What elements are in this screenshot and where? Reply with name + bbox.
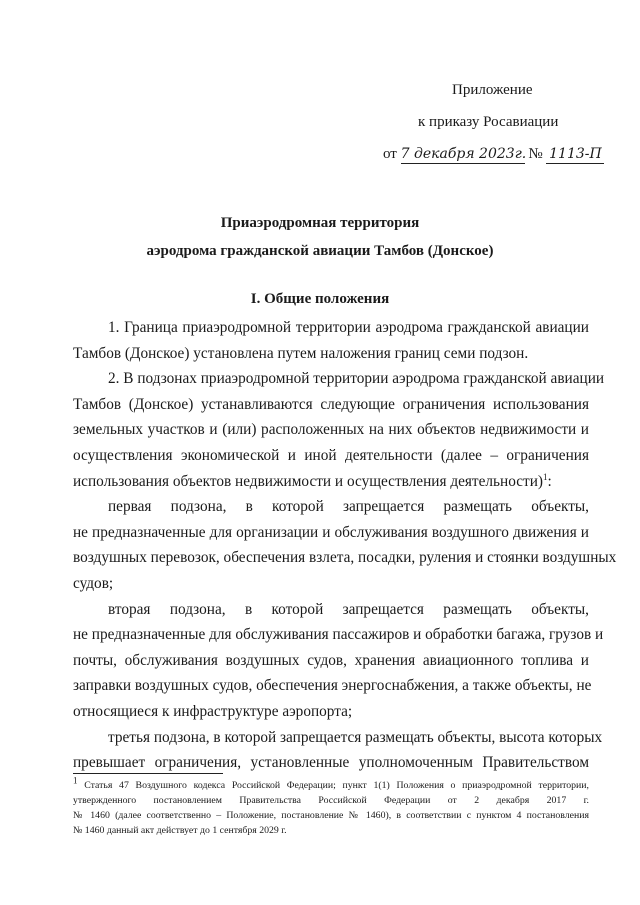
appendix-order-ref: к приказу Росавиации [418,114,559,130]
document-title-line2: аэродрома гражданской авиации Тамбов (Донское) [146,243,494,259]
footnote-ref: 1 [542,471,548,482]
footnote-line [73,775,589,793]
appendix-date-number [380,138,610,170]
footnote-mark: 1 [73,775,78,786]
text-line: Тамбов (Донское) устанавливаются следующие ограничения использования [73,395,589,413]
text-line: заправки воздушных судов, обеспечения энергоснабжения, а также объекты, не [73,677,592,695]
footnote-text: Статья 47 Воздушного кодекса Российской Федерации; пункт 1(1) Положения о приаэродромной территории, [84,780,589,791]
text-line: земельных участков и (или) расположенных на них объектов недвижимости и [73,421,589,439]
text-line: почты, обслуживания воздушных судов, хранения авиационного топлива и [73,651,589,669]
text-line: Тамбов (Донское) установлена путем наложения границ семи подзон. [73,344,529,362]
text-line: не предназначенные для организации и обслуживания воздушного движения и [73,523,589,541]
paragraph-subzone-2 [73,597,604,725]
paragraph-subzone-3 [73,725,603,776]
number-prefix: № [528,146,543,162]
handwritten-number: 1113-П [546,145,604,164]
text-line-colon: : [547,472,552,490]
footnote [73,775,589,838]
text-line: не предназначенные для обслуживания пассажиров и обработки багажа, грузов и [73,626,604,644]
text-line-content: использования объектов недвижимости и осуществления деятельности) [73,472,543,490]
footnote-line: № 1460 данный акт действует до 1 сентября 2029 г. [73,825,287,836]
footnote-separator [73,773,223,774]
appendix-block [380,74,610,170]
text-line: осуществления экономической и иной деятельности (далее – ограничения [73,446,589,464]
section-heading: I. Общие положения [250,291,390,307]
footnote-line: № 1460 (далее соответственно – Положение, постановление № 1460), в соответствии с пунктом 4 постановления [73,810,589,821]
text-line [73,469,589,495]
document-title-line1: Приаэродромная территория [220,215,420,231]
text-line: судов; [73,574,114,592]
text-line: превышает ограничения, установленные уполномоченным Правительством [73,754,589,772]
text-line: третья подзона, в которой запрещается размещать объекты, высота которых [108,728,603,746]
text-line: относящиеся к инфраструктуре аэропорта; [73,702,353,720]
text-line: вторая подзона, в которой запрещается размещать объекты, [108,600,589,618]
appendix-heading: Приложение [452,82,533,98]
date-prefix: от [383,146,397,162]
text-line: 1. Граница приаэродромной территории аэродрома гражданской авиации [108,319,589,336]
text-line: первая подзона, в которой запрещается размещать объекты, [108,498,589,516]
text-line: воздушных перевозок, обеспечения взлета, посадки, руления и стоянки воздушных [73,549,617,567]
text-line: 2. В подзонах приаэродромной территории аэродрома гражданской авиации [108,370,605,388]
paragraph-subzone-1 [73,494,617,596]
paragraph-1 [73,315,589,366]
handwritten-date: 7 декабря 2023г. [400,146,527,162]
paragraph-2 [73,366,605,494]
footnote-line: утвержденного постановлением Правительства Российской Федерации от 2 декабря 2017 г. [73,795,589,806]
document-body [73,315,617,776]
